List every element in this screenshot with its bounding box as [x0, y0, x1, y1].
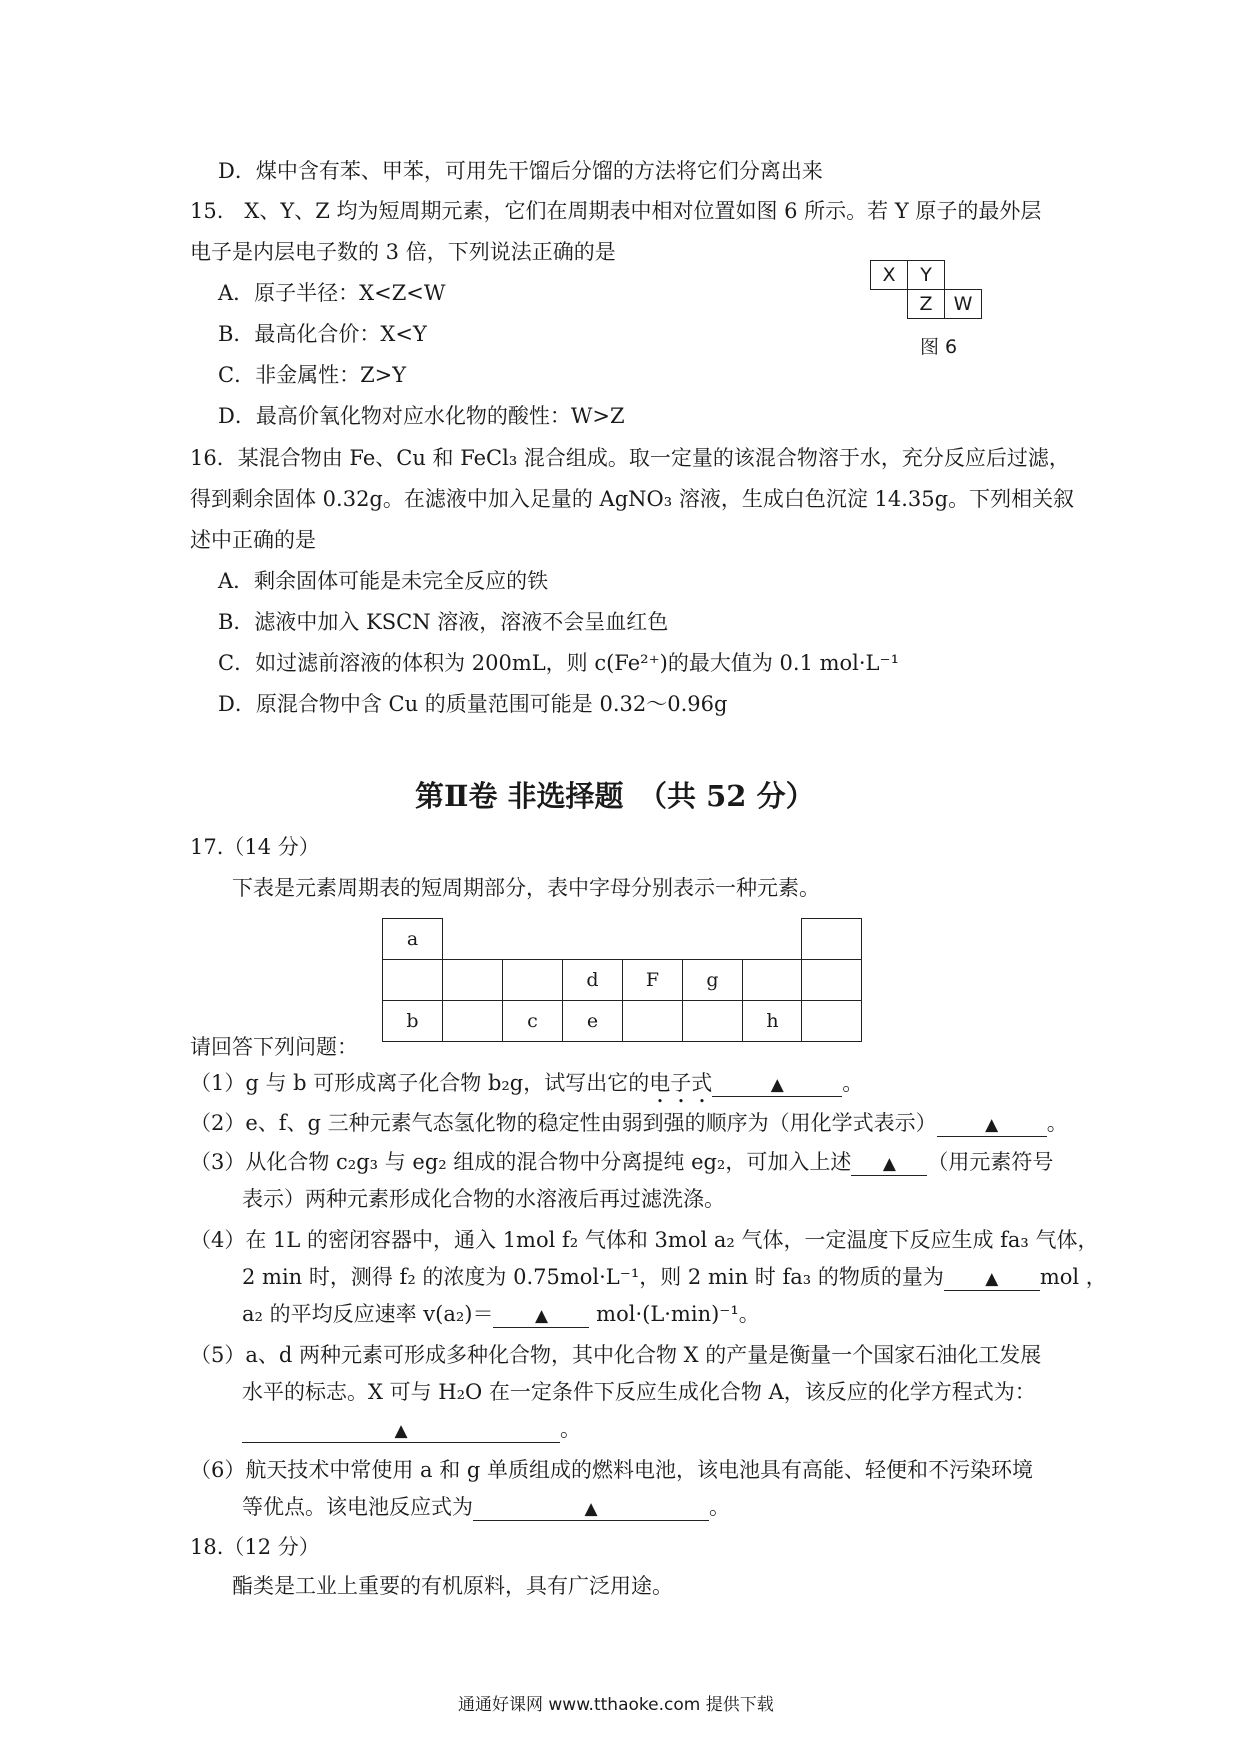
figure-6-periodic-fragment: [862, 256, 1002, 326]
q16-option-b: B．滤液中加入 KSCN 溶液，溶液不会呈血红色: [218, 610, 669, 634]
q14-option-d: D．煤中含有苯、甲苯，可用先干馏后分馏的方法将它们分离出来: [218, 159, 823, 183]
answer-blank-5[interactable]: [242, 1416, 560, 1443]
ptable-cell-a: a: [382, 918, 443, 960]
q16-stem-line-1: 16．某混合物由 Fe、Cu 和 FeCl₃ 混合组成。取一定量的该混合物溶于水，充分反应后过滤，: [190, 446, 1070, 470]
answer-blank-1[interactable]: [712, 1070, 842, 1097]
figure-6-caption: 图 6: [920, 336, 958, 358]
q16-stem-line-3: 述中正确的是: [190, 528, 316, 552]
q15-stem-line-1: 15. X、Y、Z 均为短周期元素，它们在周期表中相对位置如图 6 所示。若 Y 原子的最外层: [190, 199, 1042, 223]
q17-part-3-text: （3）从化合物 c₂g₃ 与 eg₂ 组成的混合物中分离提纯 eg₂，可加入上述: [190, 1150, 852, 1174]
q17-part-4-line-2-text: 2 min 时，测得 f₂ 的浓度为 0.75mol·L⁻¹，则 2 min 时 fa₃ 的物质的量为: [242, 1265, 944, 1289]
q15-option-a: A．原子半径：X<Z<W: [218, 281, 446, 305]
ptable-cell-empty: [622, 1000, 683, 1042]
q16-option-a: A．剩余固体可能是未完全反应的铁: [218, 569, 549, 593]
q17-part-5-line-1: （5）a、d 两种元素可形成多种化合物，其中化合物 X 的产量是衡量一个国家石油化工发展: [190, 1343, 1042, 1367]
ptable-cell-f: F: [622, 959, 683, 1001]
q17-part-4-unit: mol ，: [1039, 1265, 1107, 1289]
ptable-cell-empty: [442, 1000, 503, 1042]
q15-option-d: D．最高价氧化物对应水化物的酸性：W>Z: [218, 404, 625, 428]
q17-part-4-line-1: （4）在 1L 的密闭容器中，通入 1mol f₂ 气体和 3mol a₂ 气体，一定温度下反应生成 fa₃ 气体，: [190, 1228, 1099, 1252]
ptable-cell-empty: [442, 959, 503, 1001]
answer-blank-6[interactable]: [473, 1494, 709, 1521]
periodic-table-fragment: [382, 918, 862, 1042]
triangle-marker: ▲: [394, 1421, 408, 1441]
triangle-marker: ▲: [534, 1306, 549, 1326]
triangle-marker: ▲: [985, 1115, 999, 1135]
ptable-cell-empty: [801, 959, 862, 1001]
q17-part-2-text: （2）e、f、g 三种元素气态氢化物的稳定性由弱到强的顺序为（用化学式表示）: [190, 1111, 937, 1135]
ptable-cell-empty: [502, 959, 563, 1001]
q18-header: 18.（12 分）: [190, 1535, 320, 1559]
q17-part-1-emphasis: 电子式: [649, 1071, 713, 1095]
q17-header: 17.（14 分）: [190, 835, 320, 859]
ptable-cell-empty: [382, 959, 443, 1001]
q17-part-6-end: 。: [709, 1495, 730, 1519]
triangle-marker: ▲: [584, 1499, 598, 1519]
ptable-cell-empty: [682, 1000, 743, 1042]
q17-part-5-end: 。: [560, 1417, 581, 1441]
q15-stem-line-2: 电子是内层电子数的 3 倍，下列说法正确的是: [190, 240, 616, 264]
q17-part-4-rate-unit: mol·(L·min)⁻¹。: [596, 1302, 760, 1326]
q17-intro: 下表是元素周期表的短周期部分，表中字母分别表示一种元素。: [232, 876, 820, 900]
triangle-marker: ▲: [770, 1075, 784, 1095]
fig6-cell-y: Y: [907, 260, 945, 290]
q17-part-3: [190, 1147, 1053, 1177]
q17-part-6-line-2-text: 等优点。该电池反应式为: [242, 1495, 473, 1519]
q18-intro: 酯类是工业上重要的有机原料，具有广泛用途。: [232, 1574, 673, 1598]
answer-blank-4b[interactable]: [493, 1301, 589, 1328]
ptable-cell-b: b: [382, 1000, 443, 1042]
fig6-cell-w: W: [944, 289, 982, 319]
q15-option-c: C．非金属性：Z>Y: [218, 363, 407, 387]
answer-blank-4a[interactable]: [944, 1264, 1040, 1291]
triangle-marker: ▲: [985, 1269, 999, 1289]
q17-part-2: [190, 1108, 1068, 1138]
q16-option-d: D．原混合物中含 Cu 的质量范围可能是 0.32～0.96g: [218, 692, 728, 716]
fig6-cell-z: Z: [907, 289, 945, 319]
q17-part-4-line-3-text: a₂ 的平均反应速率 v(a₂)＝: [242, 1302, 494, 1326]
ptable-cell-empty: [801, 1000, 862, 1042]
q17-part-3-tail: （用元素符号: [927, 1150, 1054, 1174]
q16-option-c: C．如过滤前溶液的体积为 200mL，则 c(Fe²⁺)的最大值为 0.1 mol·L⁻¹: [218, 651, 900, 675]
ptable-cell-g: g: [682, 959, 743, 1001]
q17-part-5-line-2: 水平的标志。X 可与 H₂O 在一定条件下反应生成化合物 A，该反应的化学方程式为：: [242, 1380, 1036, 1404]
page-footer-source: 通通好课网 www.tthaoke.com 提供下载: [458, 1695, 774, 1715]
q17-part-1-end: 。: [842, 1071, 864, 1095]
q17-part-4-line-3: [242, 1299, 760, 1329]
ptable-cell-e: e: [562, 1000, 623, 1042]
q17-part-5-line-3: [242, 1414, 581, 1444]
ptable-cell-empty: [742, 959, 803, 1001]
q17-part-4-line-2: [242, 1262, 1107, 1292]
answer-blank-2[interactable]: [937, 1110, 1047, 1137]
q16-stem-line-2: 得到剩余固体 0.32g。在滤液中加入足量的 AgNO₃ 溶液，生成白色沉淀 14.35g。下列相关叙: [190, 487, 1075, 511]
q15-option-b: B．最高化合价：X<Y: [218, 322, 427, 346]
ptable-cell-h: h: [742, 1000, 803, 1042]
q17-part-6-line-2: [242, 1492, 730, 1522]
q17-part-6-line-1: （6）航天技术中常使用 a 和 g 单质组成的燃料电池，该电池具有高能、轻便和不污染环境: [190, 1458, 1034, 1482]
ptable-cell-c: c: [502, 1000, 563, 1042]
ptable-cell-d: d: [562, 959, 623, 1001]
q17-part-3-line-2: 表示）两种元素形成化合物的水溶液后再过滤洗涤。: [242, 1187, 725, 1211]
triangle-marker: ▲: [882, 1154, 896, 1174]
q17-part-1-text: （1）g 与 b 可形成离子化合物 b₂g，试写出它的: [190, 1071, 650, 1095]
q17-prompt: 请回答下列问题：: [190, 1035, 358, 1059]
fig6-cell-x: X: [870, 260, 908, 290]
q17-part-1: [190, 1068, 863, 1108]
ptable-cell-noble-period1: [801, 918, 862, 960]
answer-blank-3[interactable]: [851, 1149, 927, 1176]
section-2-heading: 第Ⅱ卷 非选择题 （共 52 分）: [415, 779, 815, 813]
q17-part-2-end: 。: [1046, 1111, 1068, 1135]
